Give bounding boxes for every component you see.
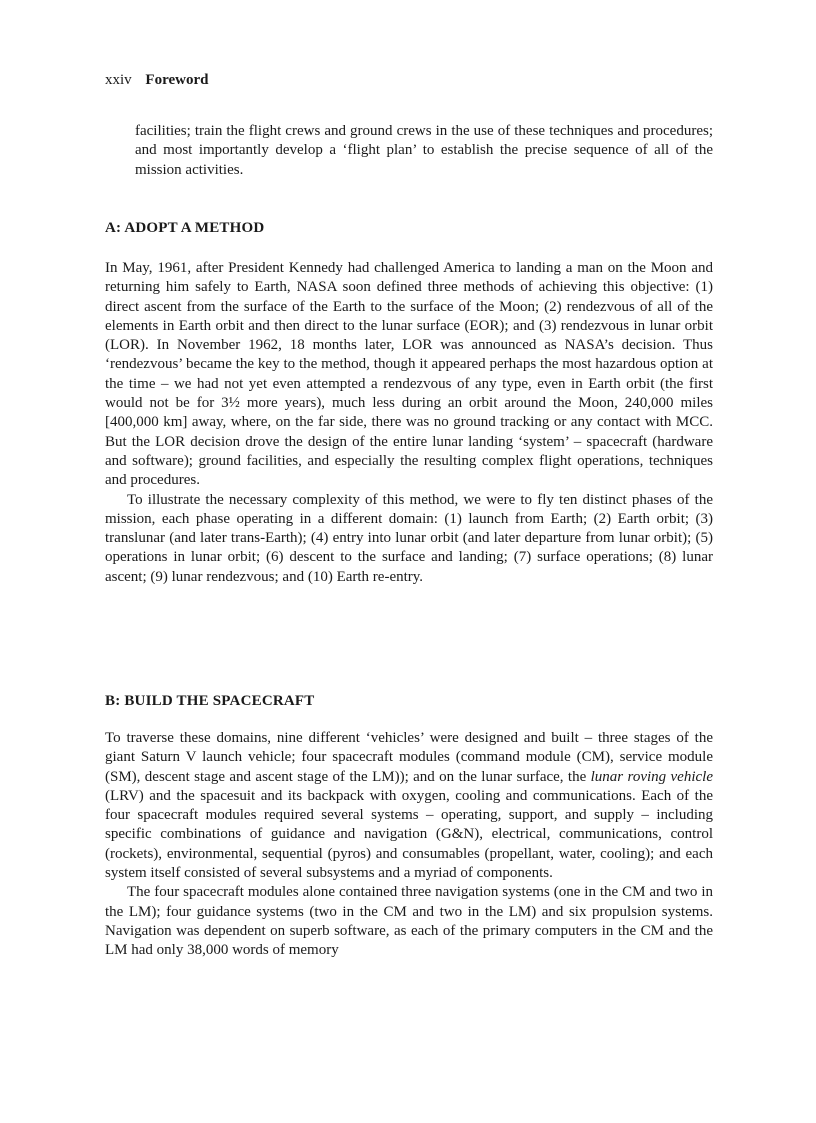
chapter-title: Foreword (145, 72, 209, 88)
section-b-paragraph-1-text-b: (LRV) and the spacesuit and its backpack with oxygen, cooling and communications. Each of the four spacecraft modules required several systems – operating, support, and supply – including specific combinations of guidance and navigation (G&N), electrical, communications, control (rockets), environmental, sequential (pyros) and consumables (propellant, water, cooling); and each system itself consisted of several subsystems and a myriad of components. (105, 787, 713, 882)
lrv-italic-term: lunar roving vehicle (590, 768, 713, 785)
section-b-paragraph-1 (105, 729, 713, 883)
section-b-paragraph-1-text-a: To traverse these domains, nine different ‘vehicles’ were designed and built – three stages of the giant Saturn V launch vehicle; four spacecraft modules (command module (CM), service module (SM), descent stage and ascent stage of the LM)); and on the lunar surface, the (105, 730, 713, 785)
section-a-paragraph-1: In May, 1961, after President Kennedy had challenged America to landing a man on the Moon and returning him safely to Earth, NASA soon defined three methods of achieving this objective: (1) direct ascent from the surface of the Earth to the surface of the Moon; (2) rendezvous of all of the elements in Earth orbit and then direct to the lunar surface (EOR); and (3) rendezvous in lunar orbit (LOR). In November 1962, 18 months later, LOR was announced as NASA’s decision. Thus ‘rendezvous’ became the key to the method, though it appeared perhaps the most hazardous option at the time – we had not yet even attempted a rendezvous of any type, even in Earth orbit (the first would not be for 3½ more years), much less during an orbit around the Moon, 240,000 miles [400,000 km] away, where, on the far side, there was no ground tracking or any contact with MCC. But the LOR decision drove the design of the entire lunar landing ‘system’ – spacecraft (hardware and software); ground facilities, and especially the resulting complex flight operations, techniques and procedures. (105, 260, 713, 489)
section-a-paragraph-2: To illustrate the necessary complexity of this method, we were to fly ten distinct phases of the mission, each phase operating in a different domain: (1) launch from Earth; (2) Earth orbit; (3) translunar (and later trans-Earth); (4) entry into lunar orbit (and later departure from lunar orbit); (5) operations in lunar orbit; (6) descent to the surface and landing; (7) surface operations; (8) lunar ascent; (9) lunar rendezvous; and (10) Earth re-entry. (105, 491, 713, 585)
section-b-heading: B: BUILD THE SPACECRAFT (105, 693, 315, 709)
section-b-paragraph-2: The four spacecraft modules alone contained three navigation systems (one in the CM and two in the LM); four guidance systems (two in the CM and two in the LM) and six propulsion systems. Navigation was dependent on superb software, as each of the primary computers in the CM and the LM had only 38,000 words of memory (105, 884, 713, 959)
section-a-heading: A: ADOPT A METHOD (105, 220, 265, 236)
section-a-body (105, 259, 713, 587)
continuation-paragraph: facilities; train the flight crews and ground crews in the use of these techniques and procedures; and most importantly develop a ‘flight plan’ to establish the precise sequence of all of the mission activities. (135, 123, 713, 178)
continuation-paragraph-block (135, 122, 713, 180)
running-head (105, 70, 208, 90)
page-number: xxiv (105, 72, 132, 88)
section-b-body (105, 729, 713, 961)
